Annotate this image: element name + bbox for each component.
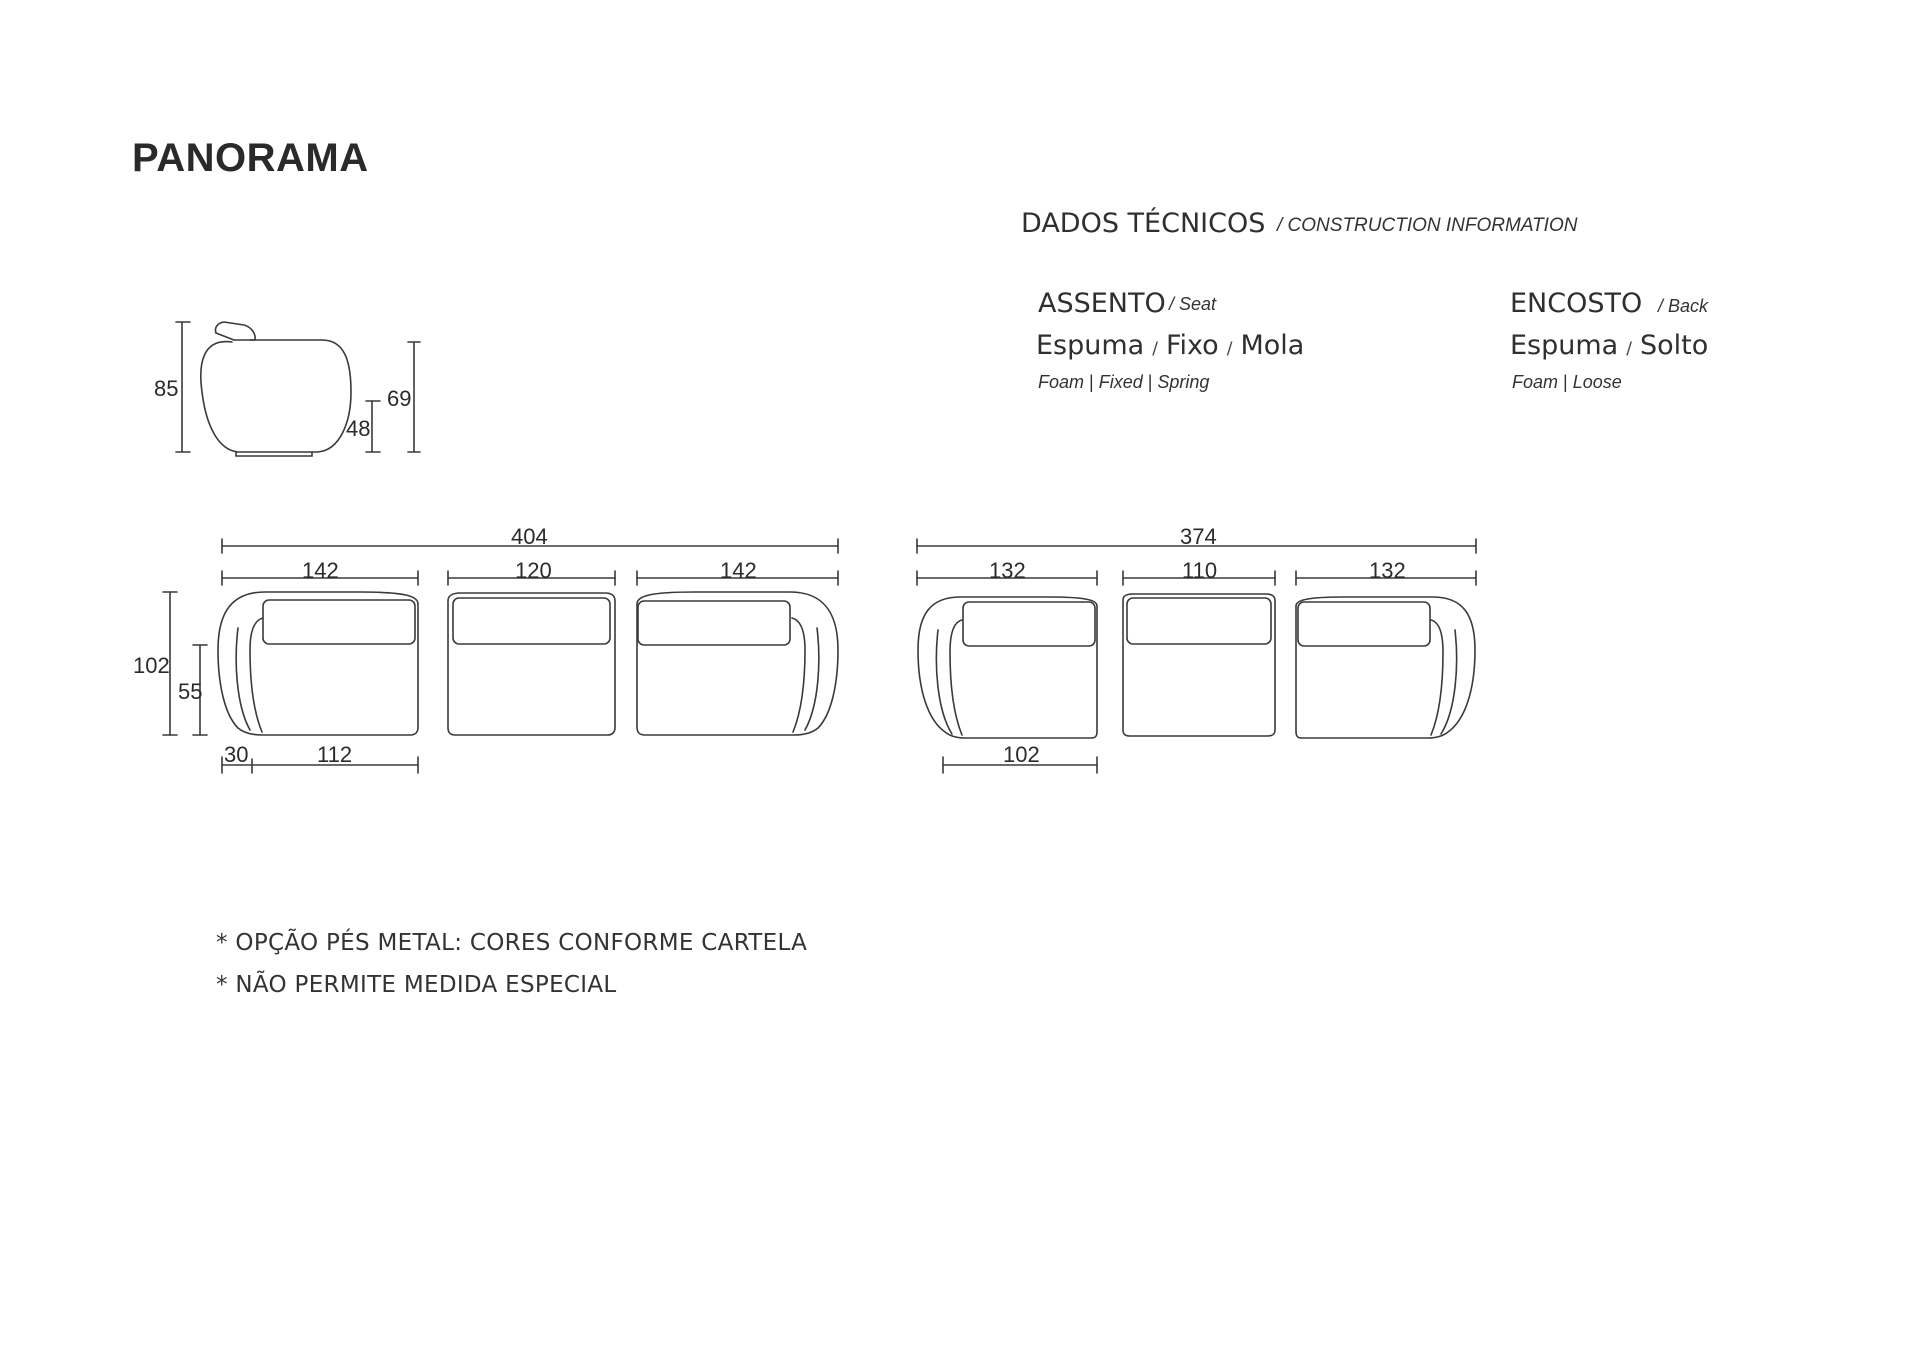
dim-front1-arm: 30 bbox=[224, 742, 249, 767]
dim-front1-depth-seat: 55 bbox=[178, 679, 203, 704]
tech-heading: DADOS TÉCNICOS bbox=[1021, 208, 1266, 239]
dim-front2-overall: 374 bbox=[1180, 524, 1217, 549]
tech-heading-en: / CONSTRUCTION INFORMATION bbox=[1277, 215, 1578, 236]
material-separator: / bbox=[1226, 339, 1233, 359]
dim-side-height-seat: 48 bbox=[346, 416, 371, 441]
dim-front2-width-middle: 110 bbox=[1182, 558, 1218, 583]
dim-front1-width-right: 142 bbox=[720, 558, 757, 583]
seat-material-en: Fixed bbox=[1098, 372, 1143, 392]
back-material: Espuma bbox=[1510, 330, 1619, 361]
note-metal-feet: * OPÇÃO PÉS METAL: CORES CONFORME CARTELA bbox=[216, 930, 808, 956]
seat-material: Fixo bbox=[1165, 330, 1219, 361]
dim-front2-seat: 102 bbox=[1003, 742, 1040, 767]
seat-label-en: / Seat bbox=[1169, 294, 1217, 314]
dim-front2-width-right: 132 bbox=[1369, 558, 1406, 583]
back-material: Solto bbox=[1639, 330, 1709, 361]
seat-material-en: Spring bbox=[1157, 372, 1210, 392]
dim-front1-width-left: 142 bbox=[302, 558, 339, 583]
side-view-drawing bbox=[176, 322, 420, 456]
back-material-en: Foam bbox=[1512, 372, 1559, 392]
seat-material: Espuma bbox=[1036, 330, 1145, 361]
dim-side-height-arm: 69 bbox=[387, 386, 412, 411]
material-separator: / bbox=[1152, 339, 1158, 359]
dim-side-height-total: 85 bbox=[154, 376, 179, 401]
dim-front1-depth-total: 102 bbox=[133, 653, 170, 678]
back-material-en: Loose bbox=[1572, 372, 1622, 392]
dim-front1-seat: 112 bbox=[317, 742, 353, 767]
dim-front1-width-middle: 120 bbox=[515, 558, 552, 583]
note-no-custom-size: * NÃO PERMITE MEDIDA ESPECIAL bbox=[216, 972, 617, 998]
page-title: PANORAMA bbox=[132, 136, 369, 180]
back-label: ENCOSTO bbox=[1510, 288, 1643, 319]
material-separator-en: | bbox=[1147, 372, 1153, 392]
dim-front1-overall: 404 bbox=[511, 524, 548, 549]
material-separator-en: | bbox=[1563, 372, 1568, 392]
material-separator: / bbox=[1626, 339, 1632, 359]
seat-material: Mola bbox=[1240, 330, 1305, 361]
material-separator-en: | bbox=[1089, 372, 1094, 392]
seat-label: ASSENTO bbox=[1038, 288, 1166, 319]
back-label-en: / Back bbox=[1658, 296, 1709, 316]
seat-material-en: Foam bbox=[1038, 372, 1085, 392]
dim-front2-width-left: 132 bbox=[989, 558, 1026, 583]
